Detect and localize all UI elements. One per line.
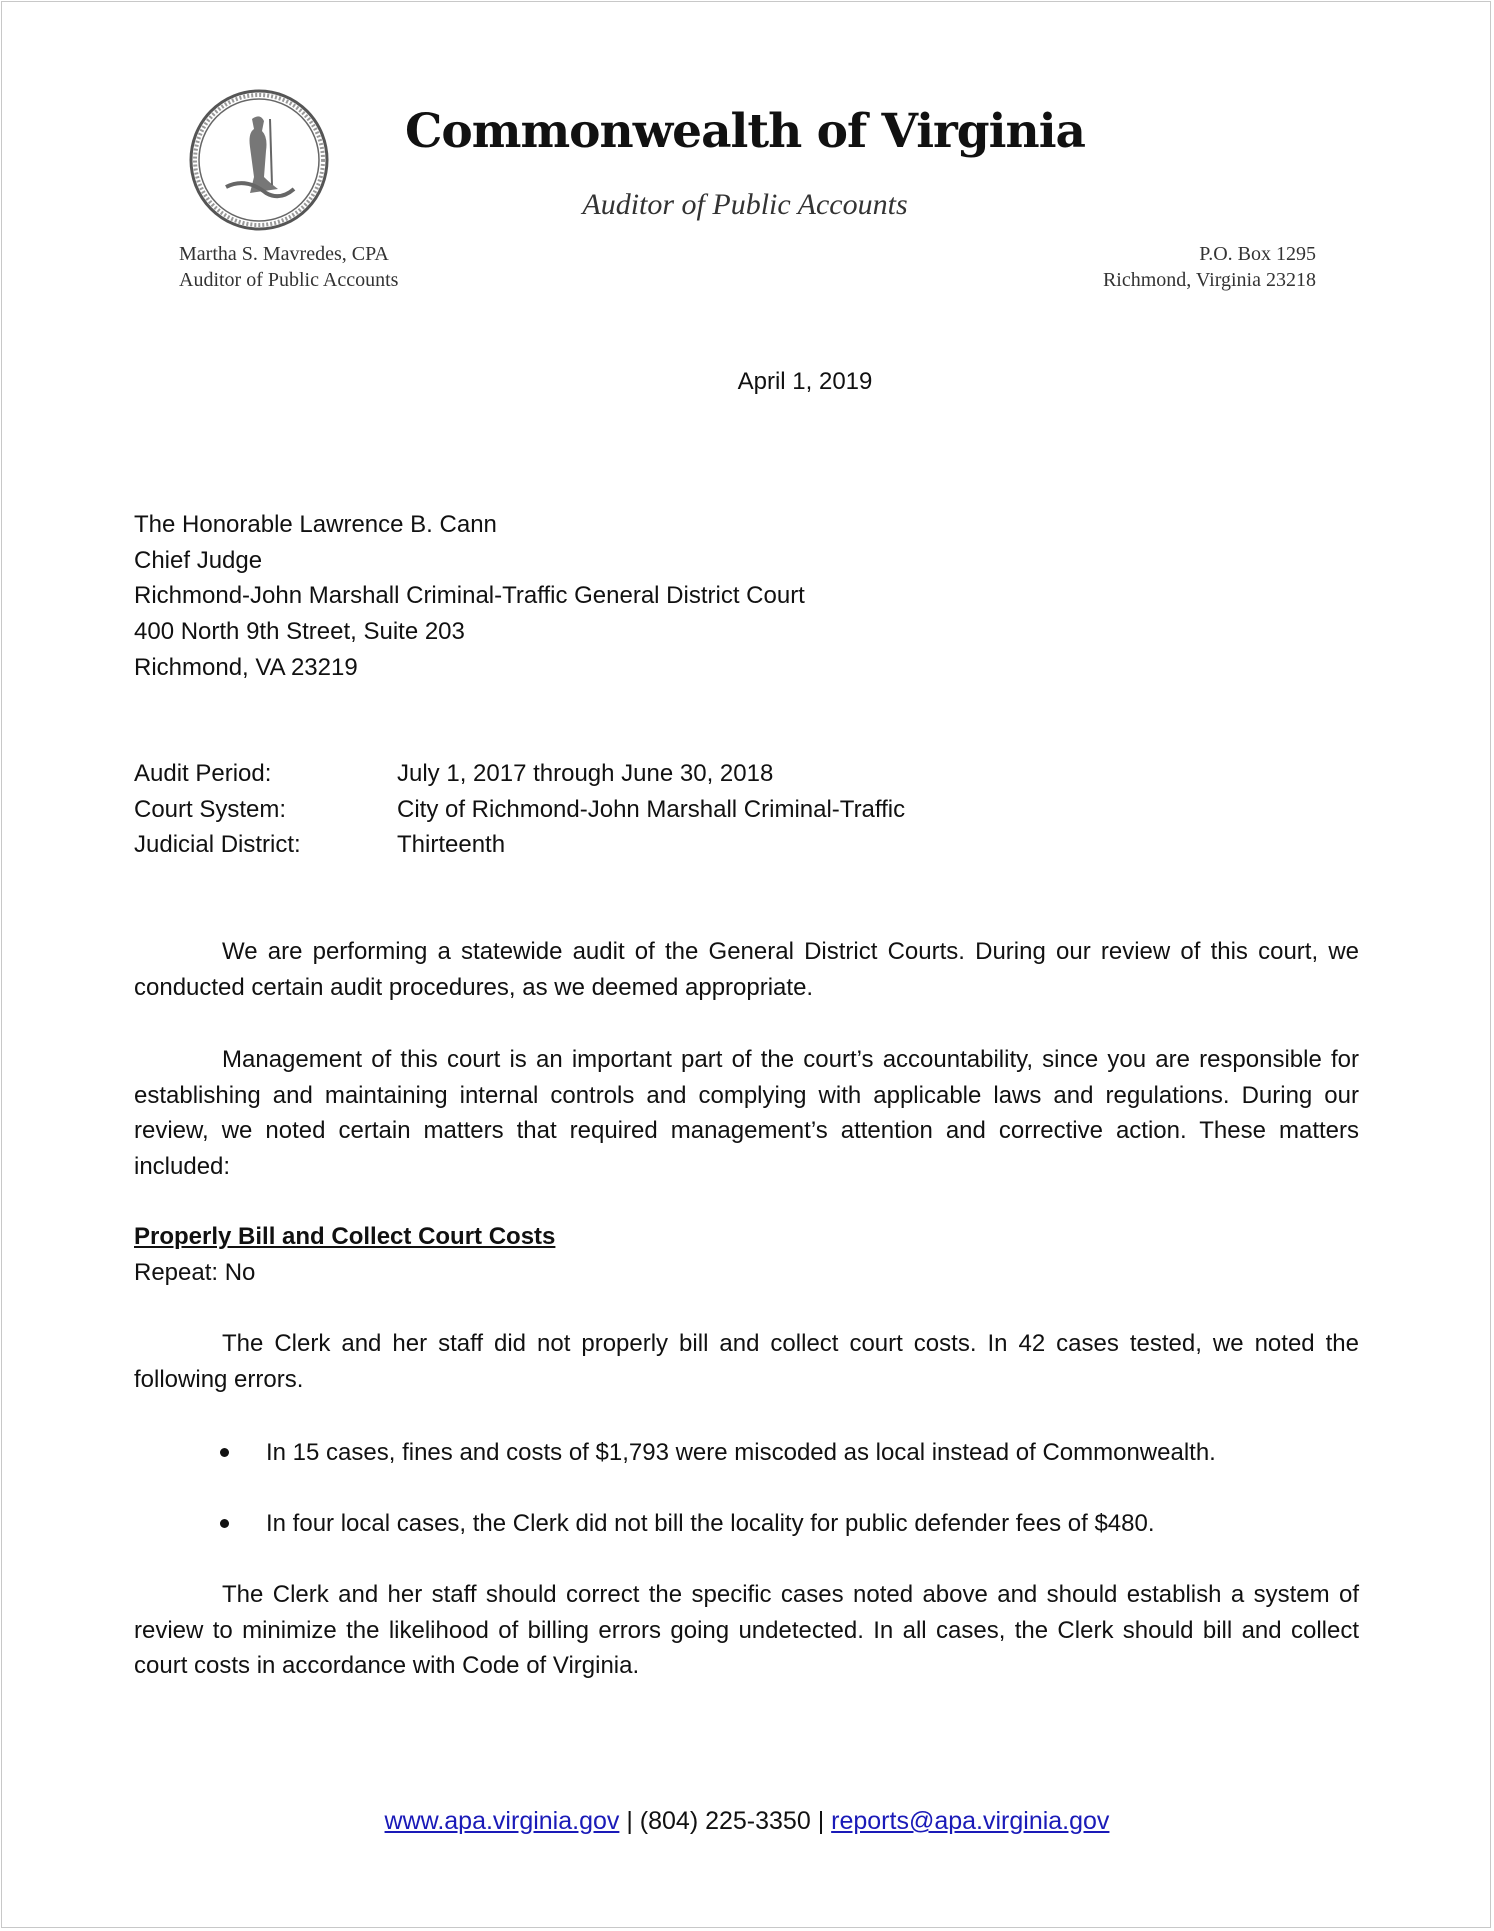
meta-label: Judicial District: xyxy=(134,831,301,859)
auditor-title: Auditor of Public Accounts xyxy=(179,269,399,291)
city-state-zip: Richmond, Virginia 23218 xyxy=(1102,269,1316,291)
email-link[interactable]: reports@apa.virginia.gov xyxy=(831,1807,1110,1835)
management-paragraph: Management of this court is an important part of the court’s accountability, since you are responsible for establishing and maintaining internal controls and complying with applicable laws and regulations. During our review, we noted certain matters that required management’s attention and corrective action. These matters included: xyxy=(134,1046,1359,1181)
letterhead-subtitle: Auditor of Public Accounts xyxy=(582,188,908,221)
meta-row xyxy=(134,827,905,863)
recipient-line: The Honorable Lawrence B. Cann xyxy=(134,511,497,538)
separator: | xyxy=(810,1807,832,1835)
recipient-line: Chief Judge xyxy=(134,546,263,574)
recipient-address xyxy=(134,507,805,685)
phone-number: (804) 225-3350 xyxy=(639,1807,811,1835)
bullet-icon xyxy=(220,1448,229,1457)
po-box: P.O. Box 1295 xyxy=(1199,243,1316,265)
recipient-line: Richmond, VA 23219 xyxy=(134,653,358,681)
separator: | xyxy=(619,1807,640,1835)
letterhead-title: Commonwealth of Virginia xyxy=(404,104,1086,159)
mailing-address-block xyxy=(1103,241,1316,293)
bullet-text: In 15 cases, fines and costs of $1,793 were miscoded as local instead of Commonwealth. xyxy=(266,1439,1216,1466)
finding-bullet xyxy=(220,1506,1155,1542)
meta-label: Court System: xyxy=(134,795,287,823)
finding-intro: The Clerk and her staff did not properly bill and collect court costs. In 42 cases tested, we noted the following errors. xyxy=(134,1330,1359,1393)
recipient-line: 400 North 9th Street, Suite 203 xyxy=(134,618,465,646)
finding-recommendation: The Clerk and her staff should correct the specific cases noted above and should establish a system of review to minimize the likelihood of billing errors going undetected. In all cases, the Clerk should bill and collect court costs in accordance with Code of Virginia. xyxy=(134,1581,1359,1680)
meta-value: Thirteenth xyxy=(397,831,506,859)
finding-bullet xyxy=(220,1435,1216,1471)
website-link[interactable]: www.apa.virginia.gov xyxy=(384,1807,620,1835)
finding-heading: Properly Bill and Collect Court Costs xyxy=(134,1223,556,1250)
meta-label: Audit Period: xyxy=(134,760,272,787)
recipient-line: Richmond-John Marshall Criminal-Traffic General District Court xyxy=(134,582,805,610)
meta-row xyxy=(134,792,905,828)
meta-row xyxy=(134,756,905,792)
footer-contact xyxy=(0,1807,1494,1836)
meta-value: July 1, 2017 through June 30, 2018 xyxy=(397,760,774,787)
auditor-name-block xyxy=(179,241,398,293)
bullet-icon xyxy=(220,1519,229,1528)
intro-paragraph: We are performing a statewide audit of the General District Courts. During our review of this court, we conducted certain audit procedures, as we deemed appropriate. xyxy=(134,938,1359,1001)
meta-value: City of Richmond-John Marshall Criminal-Traffic xyxy=(397,795,906,823)
finding-repeat: Repeat: No xyxy=(134,1259,256,1286)
virginia-seal-logo xyxy=(188,89,330,231)
auditor-name: Martha S. Mavredes, CPA xyxy=(179,243,389,265)
bullet-text: In four local cases, the Clerk did not bill the locality for public defender fees of $480. xyxy=(266,1510,1155,1537)
audit-meta xyxy=(134,756,905,863)
letter-date: April 1, 2019 xyxy=(737,368,873,395)
